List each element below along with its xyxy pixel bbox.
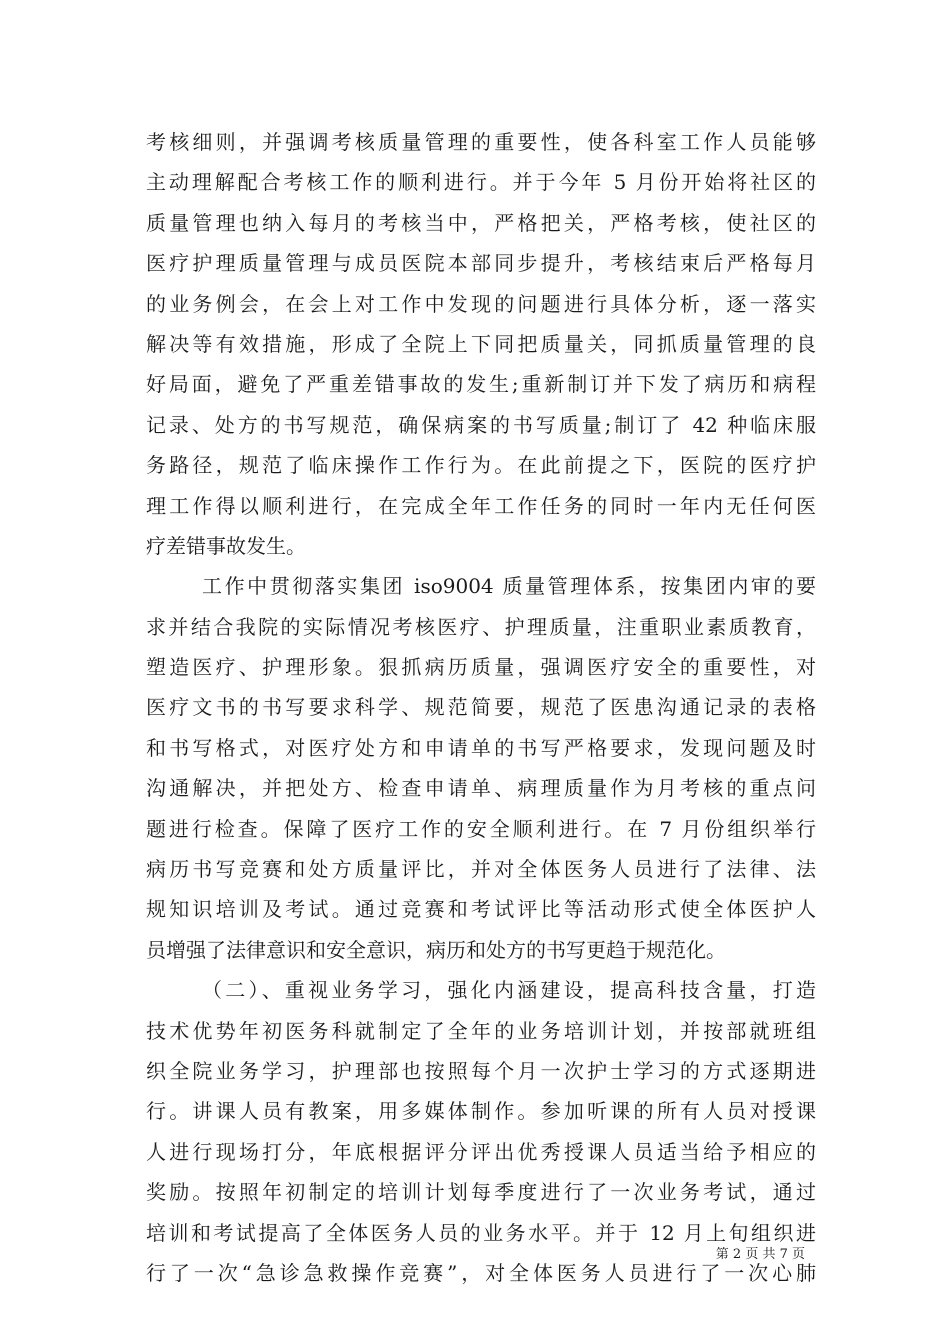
text-line: 行了一次“急诊急救操作竞赛”，对全体医务人员进行了一次心肺	[146, 1260, 816, 1285]
text-line: 织全院业务学习，护理部也按照每个月一次护士学习的方式逐期进	[146, 1058, 816, 1083]
page-number-footer: 第 2 页 共 7 页	[715, 1247, 805, 1262]
text-line: 医疗护理质量管理与成员医院本部同步提升，考核结束后严格每月	[146, 251, 816, 276]
text-line: 务路径，规范了临床操作工作行为。在此前提之下，医院的医疗护	[146, 453, 816, 478]
text-line: 医疗文书的书写要求科学、规范简要，规范了医患沟通记录的表格	[146, 695, 816, 720]
text-line: 塑造医疗、护理形象。狠抓病历质量，强调医疗安全的重要性，对	[146, 655, 816, 680]
text-line: 质量管理也纳入每月的考核当中，严格把关，严格考核，使社区的	[146, 210, 816, 235]
text-line: 求并结合我院的实际情况考核医疗、护理质量，注重职业素质教育，	[146, 614, 816, 639]
text-line: 题进行检查。保障了医疗工作的安全顺利进行。在 7 月份组织举行	[146, 816, 816, 841]
text-line: 解决等有效措施，形成了全院上下同把质量关，同抓质量管理的良	[146, 331, 816, 356]
text-line: 培训和考试提高了全体医务人员的业务水平。并于 12 月上旬组织进	[146, 1220, 816, 1245]
text-line: 考核细则，并强调考核质量管理的重要性，使各科室工作人员能够	[146, 130, 816, 154]
text-line: 沟通解决，并把处方、检查申请单、病理质量作为月考核的重点问	[146, 776, 816, 801]
text-line: 疗差错事故发生。	[146, 533, 306, 558]
text-line: 理工作得以顺利进行，在完成全年工作任务的同时一年内无任何医	[146, 493, 816, 518]
text-line: 技术优势年初医务科就制定了全年的业务培训计划，并按部就班组	[146, 1018, 816, 1043]
text-line: 好局面，避免了严重差错事故的发生;重新制订并下发了病历和病程	[146, 372, 816, 397]
text-line: 主动理解配合考核工作的顺利进行。并于今年 5 月份开始将社区的	[146, 170, 816, 195]
text-line: 和书写格式，对医疗处方和申请单的书写严格要求，发现问题及时	[146, 735, 816, 760]
text-line: 规知识培训及考试。通过竞赛和考试评比等活动形式使全体医护人	[146, 897, 816, 922]
text-line: 病历书写竞赛和处方质量评比，并对全体医务人员进行了法律、法	[146, 857, 816, 882]
text-line: 的业务例会，在会上对工作中发现的问题进行具体分析，逐一落实	[146, 291, 816, 316]
text-line: 奖励。按照年初制定的培训计划每季度进行了一次业务考试，通过	[146, 1180, 816, 1205]
text-line: 人进行现场打分，年底根据评分评出优秀授课人员适当给予相应的	[146, 1139, 816, 1164]
text-line: 记录、处方的书写规范，确保病案的书写质量;制订了 42 种临床服	[146, 412, 816, 437]
text-line: 员增强了法律意识和安全意识，病历和处方的书写更趋于规范化。	[146, 937, 726, 962]
text-line: （二）、重视业务学习，强化内涵建设，提高科技含量，打造	[202, 978, 816, 1003]
body-text	[146, 122, 816, 1293]
text-line: 工作中贯彻落实集团 iso9004 质量管理体系，按集团内审的要	[202, 574, 816, 599]
text-line: 行。讲课人员有教案，用多媒体制作。参加听课的所有人员对授课	[146, 1099, 816, 1124]
